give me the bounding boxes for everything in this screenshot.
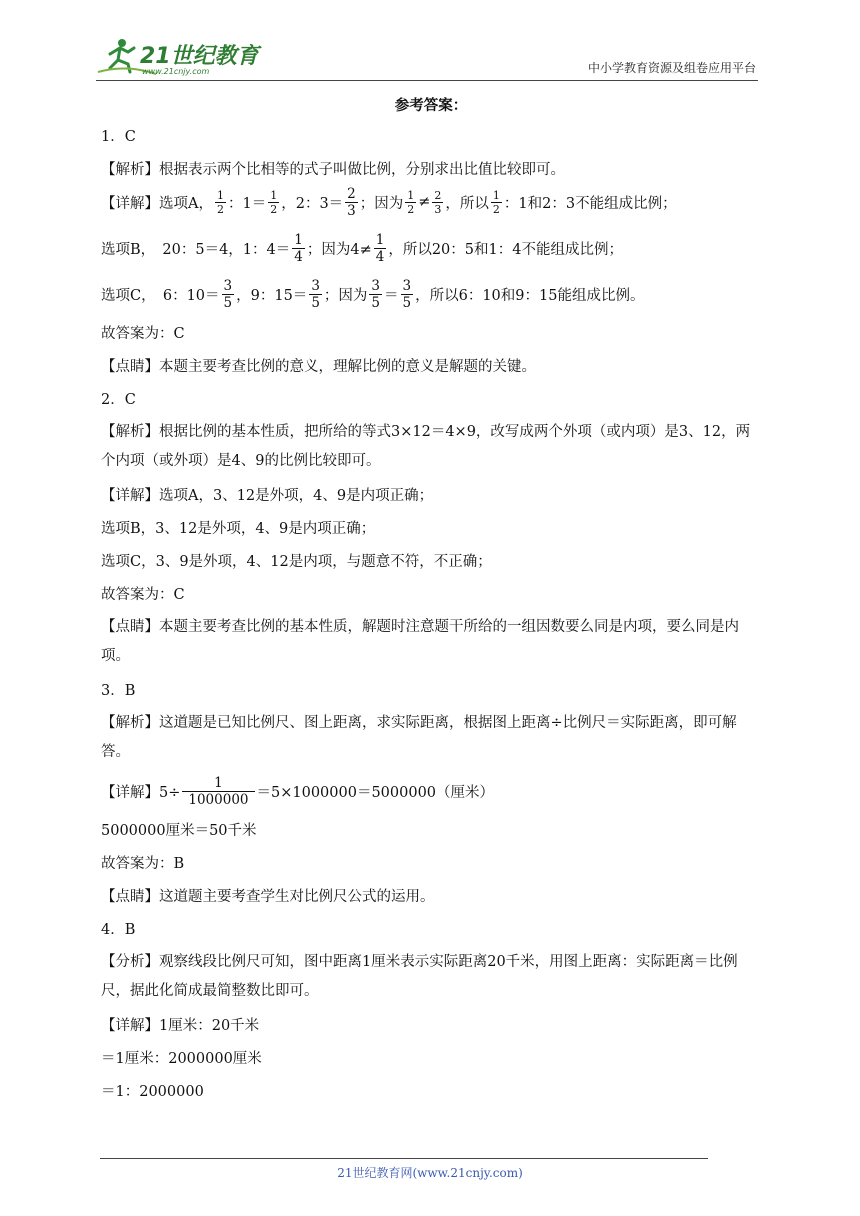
q1-note: 【点睛】本题主要考查比例的意义，理解比例的意义是解题的关键。	[101, 359, 536, 375]
q4-detail-2: ＝1厘米：2000000厘米	[101, 1051, 262, 1067]
fraction-three-fifths: $\frac{3}{5}$	[371, 277, 380, 311]
fraction-half: $\frac{1}{2}$	[270, 188, 278, 216]
fraction-three-fifths: $\frac{3}{5}$	[311, 277, 320, 311]
q4-detail-3: ＝1：2000000	[101, 1084, 204, 1100]
q3-note: 【点睛】这道题主要考查学生对比例尺公式的运用。	[101, 889, 435, 905]
q1-detail-b: 选项B， 20：5＝4，1：4＝ $\frac{1}{4}$ ；因为4≠ $\frac{1}{4}$ ，所以20：5和1：4不能组成比例；	[101, 231, 623, 265]
q4-analysis: 【分析】观察线段比例尺可知，图中距离1厘米表示实际距离20千米，用图上距离：实际距离＝比例尺，据此化简成最简整数比即可。	[101, 954, 738, 999]
q2-note: 【点睛】本题主要考查比例的基本性质，解题时注意题干所给的一组因数要么同是内项，要么同是内项。	[101, 619, 739, 664]
answer-content	[101, 96, 761, 1102]
q2-conclusion: 故答案为：C	[101, 587, 185, 603]
q1-conclusion: 故答案为：C	[101, 326, 185, 342]
svg-text:www.21cnjy.com: www.21cnjy.com	[142, 67, 210, 76]
q2-detail-b: 选项B，3、12是外项，4、9是内项正确；	[101, 521, 376, 537]
q1-detail-c: 选项C， 6：10＝ $\frac{3}{5}$ ，9：15＝ $\frac{3}{5}$ ；因为 $\frac{3}{5}$ ＝ $\frac{3}{5}$ ，所以6：10和9：15能组成比例。	[101, 277, 645, 311]
page-footer: 21世纪教育网(www.21cnjy.com)	[337, 1166, 523, 1180]
svg-text:21世纪教育: 21世纪教育	[140, 44, 259, 69]
q2-answer: 2．C	[101, 392, 136, 408]
fraction-two-thirds: $\frac{2}{3}$	[347, 185, 356, 219]
q1-answer: 1．C	[101, 129, 136, 145]
fraction-three-fifths: $\frac{3}{5}$	[402, 277, 412, 311]
fraction-half: $\frac{1}{2}$	[216, 188, 224, 216]
footer-divider	[100, 1158, 708, 1159]
q3-conclusion: 故答案为：B	[101, 856, 185, 872]
fraction-two-thirds: $\frac{2}{3}$	[434, 188, 442, 216]
q3-answer: 3．B	[101, 683, 136, 699]
fraction-half: $\frac{1}{2}$	[492, 188, 500, 216]
platform-name: 中小学教育资源及组卷应用平台	[587, 61, 756, 75]
fraction-scale: $\frac{1}{1000000}$	[182, 775, 254, 808]
q3-analysis: 【解析】这道题是已知比例尺、图上距离，求实际距离，根据图上距离÷比例尺＝实际距离，即可解答。	[101, 715, 737, 760]
q2-analysis: 【解析】根据比例的基本性质，把所给的等式3×12＝4×9，改写成两个外项（或内项）是3、12，两个内项（或外项）是4、9的比例比较即可。	[101, 424, 751, 469]
q1-analysis: 【解析】根据表示两个比相等的式子叫做比例，分别求出比值比较即可。	[101, 162, 565, 178]
fraction-quarter: $\frac{1}{4}$	[375, 231, 385, 265]
site-logo	[96, 34, 266, 78]
page-header	[96, 34, 758, 81]
q4-answer: 4．B	[101, 922, 136, 938]
q2-detail-c: 选项C，3、9是外项，4、12是内项，与题意不符，不正确；	[101, 554, 492, 570]
q4-detail-1: 【详解】1厘米：20千米	[101, 1018, 260, 1034]
q3-convert: 5000000厘米＝50千米	[101, 823, 257, 839]
q1-detail-a: 【详解】选项A， $\frac{1}{2}$ ：1＝ $\frac{1}{2}$ ，2：3＝ $\frac{2}{3}$ ；因为 $\frac{1}{2}$ ≠ $\frac{2}{3}$ ，所以 $\frac{1}{2}$ ：1和2：3不能组成比例；	[101, 185, 677, 219]
q3-detail: 【详解】5÷ $\frac{1}{1000000}$ ＝5×1000000＝5000000（厘米）	[101, 774, 495, 808]
fraction-half: $\frac{1}{2}$	[407, 188, 415, 216]
fraction-three-fifths: $\frac{3}{5}$	[223, 277, 233, 311]
fraction-quarter: $\frac{1}{4}$	[294, 231, 303, 265]
q2-detail-a: 【详解】选项A，3、12是外项，4、9是内项正确；	[101, 488, 434, 504]
page-title: 参考答案：	[394, 97, 468, 114]
